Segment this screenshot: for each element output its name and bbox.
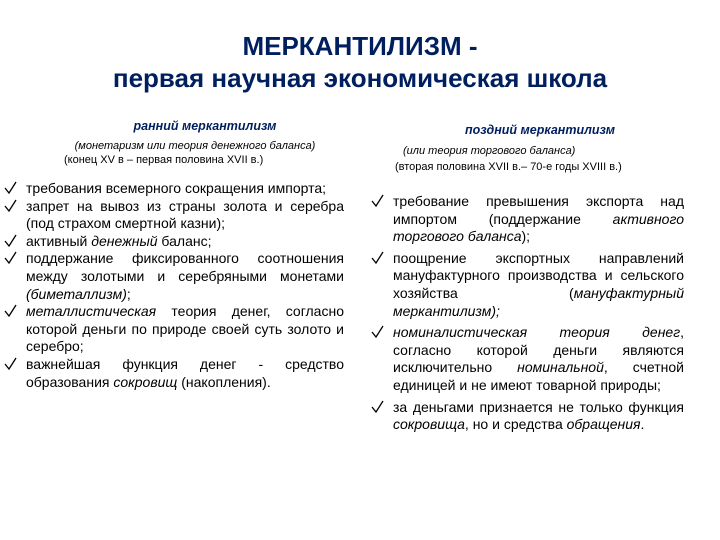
- checkmark-icon: [4, 233, 18, 250]
- late-mercantilism-list: [367, 193, 684, 438]
- title-line-2: первая научная экономическая школа: [112, 63, 608, 93]
- list-item: требование превышения экспорта над импортом (поддержание активного торгового баланса);: [367, 193, 684, 246]
- list-item: номиналистическая теория денег, согласно которой деньги являются исключительно номинальной, счетной единицей и не имеют товарной природы;: [367, 324, 684, 394]
- checkmark-icon: [4, 180, 18, 197]
- left-subtitle-line-1: (монетаризм или теория денежного баланса): [74, 140, 316, 152]
- right-subtitle-line-2: (вторая половина XVII в.– 70-е годы XVIII в.): [395, 161, 622, 173]
- list-item: поддержание фиксированного соотношения между золотыми и серебряными монетами (биметаллизм);: [0, 250, 344, 303]
- list-item: запрет на вывоз из страны золота и серебра (под страхом смертной казни);: [0, 198, 344, 233]
- checkmark-icon: [4, 250, 18, 267]
- title-line-1: МЕРКАНТИЛИЗМ -: [242, 31, 478, 61]
- checkmark-icon: [4, 198, 18, 215]
- left-column-heading: ранний меркантилизм: [133, 119, 277, 133]
- left-subtitle-line-2: (конец XV в – первая половина XVII в.): [64, 154, 264, 166]
- checkmark-icon: [371, 324, 385, 341]
- checkmark-icon: [371, 250, 385, 267]
- checkmark-icon: [371, 193, 385, 210]
- list-item: активный денежный баланс;: [0, 233, 344, 251]
- checkmark-icon: [371, 399, 385, 416]
- list-item: за деньгами признается не только функция сокровища, но и средства обращения.: [367, 399, 684, 434]
- left-column-subtitle: [40, 139, 350, 167]
- early-mercantilism-list: [0, 180, 344, 391]
- checkmark-icon: [4, 303, 18, 320]
- checkmark-icon: [4, 356, 18, 373]
- list-item: важнейшая функция денег - средство образования сокровищ (накопления).: [0, 356, 344, 391]
- page-title: [0, 30, 720, 94]
- list-item: металлистическая теория денег, согласно которой деньги по природе своей суть золото и серебро;: [0, 303, 344, 356]
- list-item: поощрение экспортных направлений мануфактурного производства и сельского хозяйства (мануфактурный меркантилизм);: [367, 250, 684, 320]
- right-subtitle-line-1: (или теория торгового баланса): [403, 145, 576, 157]
- right-column-subtitle: [395, 144, 665, 174]
- list-item: требования всемерного сокращения импорта;: [0, 180, 344, 198]
- right-column-heading: поздний меркантилизм: [465, 123, 615, 137]
